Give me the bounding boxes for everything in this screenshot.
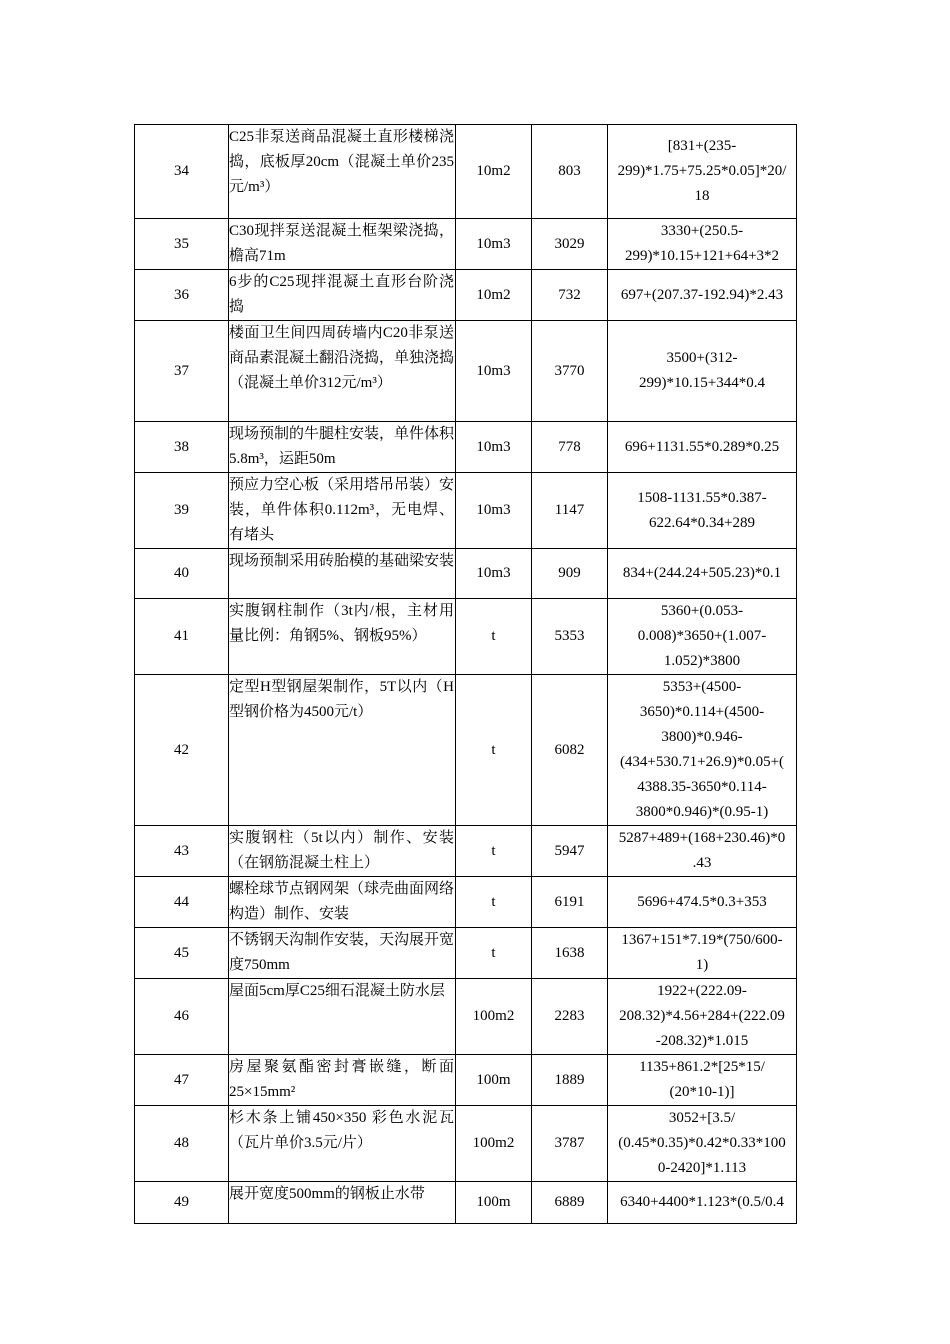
item-price: 803 (532, 125, 608, 219)
item-calculation: 696+1131.55*0.289*0.25 (608, 422, 797, 473)
table-row (135, 1182, 797, 1224)
item-unit: 10m3 (456, 321, 532, 422)
table-row (135, 125, 797, 219)
item-number: 38 (135, 422, 229, 473)
item-calculation: 5360+(0.053- 0.008)*3650+(1.007- 1.052)*3800 (608, 599, 797, 675)
table-row (135, 877, 797, 928)
item-description: 房屋聚氨酯密封膏嵌缝，断面25×15mm² (229, 1055, 456, 1106)
item-description: 实腹钢柱（5t以内）制作、安装（在钢筋混凝土柱上） (229, 826, 456, 877)
item-number: 42 (135, 675, 229, 826)
item-number: 35 (135, 219, 229, 270)
item-calculation: 1508-1131.55*0.387- 622.64*0.34+289 (608, 473, 797, 549)
item-calculation: 3052+[3.5/ (0.45*0.35)*0.42*0.33*100 0-2420]*1.113 (608, 1106, 797, 1182)
item-unit: 100m (456, 1055, 532, 1106)
item-description: 屋面5cm厚C25细石混凝土防水层 (229, 979, 456, 1055)
item-unit: 100m2 (456, 1106, 532, 1182)
item-calculation: 697+(207.37-192.94)*2.43 (608, 270, 797, 321)
item-description: 展开宽度500mm的钢板止水带 (229, 1182, 456, 1224)
item-unit: t (456, 675, 532, 826)
table-row (135, 979, 797, 1055)
item-unit: 10m3 (456, 473, 532, 549)
item-number: 45 (135, 928, 229, 979)
table-row (135, 270, 797, 321)
item-description: 定型H型钢屋架制作，5T以内（H型钢价格为4500元/t） (229, 675, 456, 826)
item-calculation: 6340+4400*1.123*(0.5/0.4 (608, 1182, 797, 1224)
item-description: 螺栓球节点钢网架（球壳曲面网络构造）制作、安装 (229, 877, 456, 928)
item-calculation: 834+(244.24+505.23)*0.1 (608, 549, 797, 599)
table-row (135, 928, 797, 979)
item-description: 预应力空心板（采用塔吊吊装）安装，单件体积0.112m³，无电焊、有堵头 (229, 473, 456, 549)
table-row (135, 599, 797, 675)
item-number: 49 (135, 1182, 229, 1224)
item-description: 楼面卫生间四周砖墙内C20非泵送商品素混凝土翻沿浇捣，单独浇捣（混凝土单价312元/m³） (229, 321, 456, 422)
item-number: 39 (135, 473, 229, 549)
table-row (135, 473, 797, 549)
item-price: 6191 (532, 877, 608, 928)
item-unit: 100m2 (456, 979, 532, 1055)
item-unit: t (456, 599, 532, 675)
item-calculation: 5696+474.5*0.3+353 (608, 877, 797, 928)
item-price: 5353 (532, 599, 608, 675)
item-description: 现场预制采用砖胎模的基础梁安装 (229, 549, 456, 599)
item-price: 3029 (532, 219, 608, 270)
item-unit: 10m2 (456, 125, 532, 219)
item-number: 47 (135, 1055, 229, 1106)
table-row (135, 422, 797, 473)
item-price: 778 (532, 422, 608, 473)
table-row (135, 321, 797, 422)
item-calculation: 1135+861.2*[25*15/ (20*10-1)] (608, 1055, 797, 1106)
item-description: 不锈钢天沟制作安装，天沟展开宽度750mm (229, 928, 456, 979)
item-calculation: 3330+(250.5- 299)*10.15+121+64+3*2 (608, 219, 797, 270)
item-unit: t (456, 928, 532, 979)
item-description: 现场预制的牛腿柱安装，单件体积5.8m³，运距50m (229, 422, 456, 473)
item-description: 实腹钢柱制作（3t内/根，主材用量比例：角钢5%、钢板95%） (229, 599, 456, 675)
item-calculation: 1922+(222.09- 208.32)*4.56+284+(222.09 -208.32)*1.015 (608, 979, 797, 1055)
item-calculation: 5287+489+(168+230.46)*0 .43 (608, 826, 797, 877)
item-number: 34 (135, 125, 229, 219)
table-row (135, 1055, 797, 1106)
item-unit: 10m3 (456, 219, 532, 270)
item-price: 1638 (532, 928, 608, 979)
quota-table-body (135, 125, 797, 1224)
item-price: 1889 (532, 1055, 608, 1106)
item-price: 3787 (532, 1106, 608, 1182)
item-price: 6082 (532, 675, 608, 826)
item-description: C30现拌泵送混凝土框架梁浇捣，檐高71m (229, 219, 456, 270)
table-row (135, 826, 797, 877)
item-unit: t (456, 877, 532, 928)
table-row (135, 549, 797, 599)
item-calculation: [831+(235- 299)*1.75+75.25*0.05]*20/ 18 (608, 125, 797, 219)
item-unit: t (456, 826, 532, 877)
table-row (135, 219, 797, 270)
item-price: 1147 (532, 473, 608, 549)
item-number: 46 (135, 979, 229, 1055)
item-number: 43 (135, 826, 229, 877)
item-price: 3770 (532, 321, 608, 422)
item-description: 杉木条上铺450×350 彩色水泥瓦（瓦片单价3.5元/片） (229, 1106, 456, 1182)
item-number: 36 (135, 270, 229, 321)
item-price: 909 (532, 549, 608, 599)
item-description: 6步的C25现拌混凝土直形台阶浇捣 (229, 270, 456, 321)
item-number: 37 (135, 321, 229, 422)
item-number: 44 (135, 877, 229, 928)
item-price: 6889 (532, 1182, 608, 1224)
item-unit: 10m2 (456, 270, 532, 321)
table-row (135, 675, 797, 826)
item-price: 5947 (532, 826, 608, 877)
item-description: C25非泵送商品混凝土直形楼梯浇捣，底板厚20cm（混凝土单价235元/m³） (229, 125, 456, 219)
table-row (135, 1106, 797, 1182)
quota-table (134, 124, 797, 1224)
item-unit: 10m3 (456, 549, 532, 599)
item-number: 48 (135, 1106, 229, 1182)
item-number: 41 (135, 599, 229, 675)
item-calculation: 1367+151*7.19*(750/600- 1) (608, 928, 797, 979)
item-price: 732 (532, 270, 608, 321)
item-price: 2283 (532, 979, 608, 1055)
item-calculation: 5353+(4500- 3650)*0.114+(4500- 3800)*0.946- (434+530.71+26.9)*0.05+( 4388.35-3650*0.114- 3800*0.946)*(0.95-1) (608, 675, 797, 826)
item-unit: 100m (456, 1182, 532, 1224)
item-unit: 10m3 (456, 422, 532, 473)
item-calculation: 3500+(312- 299)*10.15+344*0.4 (608, 321, 797, 422)
item-number: 40 (135, 549, 229, 599)
